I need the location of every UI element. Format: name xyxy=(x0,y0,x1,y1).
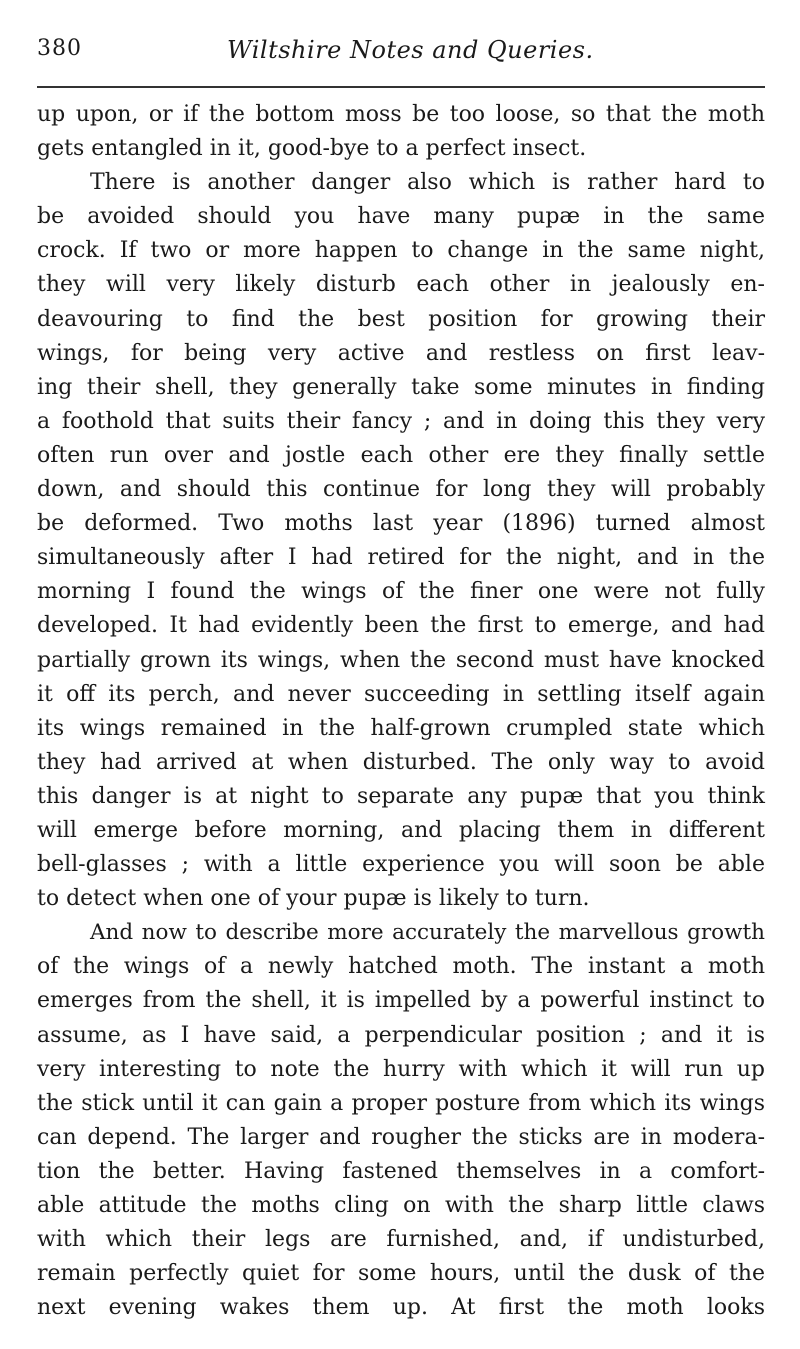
text-line: will emerge before morning, and placing them in different xyxy=(37,817,765,843)
text-line: they will very likely disturb each other in jealously en- xyxy=(37,272,765,298)
text-line: developed. It had evidently been the first to emerge, and had xyxy=(37,613,765,639)
text-line: remain perfectly quiet for some hours, until the dusk of the xyxy=(37,1261,765,1287)
text-line: be avoided should you have many pupæ in the same xyxy=(37,204,765,230)
text-line: ing their shell, they generally take some minutes in finding xyxy=(37,374,765,400)
page-header xyxy=(37,36,765,76)
text-line: gets entangled in it, good-bye to a perfect insect. xyxy=(37,136,587,162)
text-line: be deformed. Two moths last year (1896) turned almost xyxy=(37,511,765,537)
text-line: can depend. The larger and rougher the sticks are in modera- xyxy=(37,1124,765,1150)
text-line: down, and should this continue for long they will probably xyxy=(37,477,765,503)
text-line: a foothold that suits their fancy ; and in doing this they very xyxy=(37,408,765,434)
text-line: its wings remained in the half-grown crumpled state which xyxy=(37,715,765,741)
text-line: There is another danger also which is rather hard to xyxy=(90,170,765,196)
page-number: 380 xyxy=(37,36,82,61)
text-line: able attitude the moths cling on with the sharp little claws xyxy=(37,1193,765,1218)
text-line: up upon, or if the bottom moss be too loose, so that the moth xyxy=(37,102,765,127)
text-line: it off its perch, and never succeeding in settling itself again xyxy=(37,681,765,707)
text-line: partially grown its wings, when the second must have knocked xyxy=(37,647,765,673)
text-line: wings, for being very active and restless on first leav- xyxy=(37,340,765,366)
text-line: with which their legs are furnished, and, if undisturbed, xyxy=(37,1227,765,1253)
text-line: crock. If two or more happen to change in the same night, xyxy=(37,238,765,264)
text-line: And now to describe more accurately the marvellous growth xyxy=(90,920,765,946)
text-line: very interesting to note the hurry with which it will run up xyxy=(37,1056,765,1082)
header-rule xyxy=(37,86,765,88)
running-title: Wiltshire Notes and Queries. xyxy=(227,36,594,64)
text-line: next evening wakes them up. At first the moth looks xyxy=(37,1295,765,1321)
text-line: to detect when one of your pupæ is likely to turn. xyxy=(37,886,590,912)
text-line: morning I found the wings of the finer one were not fully xyxy=(37,579,765,605)
text-line: the stick until it can gain a proper posture from which its wings xyxy=(37,1090,765,1116)
text-line: assume, as I have said, a perpendicular position ; and it is xyxy=(37,1022,765,1048)
text-line: this danger is at night to separate any pupæ that you think xyxy=(37,783,765,809)
text-line: often run over and jostle each other ere they finally settle xyxy=(37,442,765,468)
text-line: of the wings of a newly hatched moth. The instant a moth xyxy=(37,954,765,980)
text-line: simultaneously after I had retired for the night, and in the xyxy=(37,545,765,571)
text-line: they had arrived at when disturbed. The only way to avoid xyxy=(37,749,765,775)
text-line: bell-glasses ; with a little experience you will soon be able xyxy=(37,852,765,878)
text-line: deavouring to find the best position for growing their xyxy=(37,306,765,332)
body-text xyxy=(37,98,765,1325)
text-line: emerges from the shell, it is impelled by a powerful instinct to xyxy=(37,988,765,1014)
text-line: tion the better. Having fastened themselves in a comfort- xyxy=(37,1158,765,1184)
